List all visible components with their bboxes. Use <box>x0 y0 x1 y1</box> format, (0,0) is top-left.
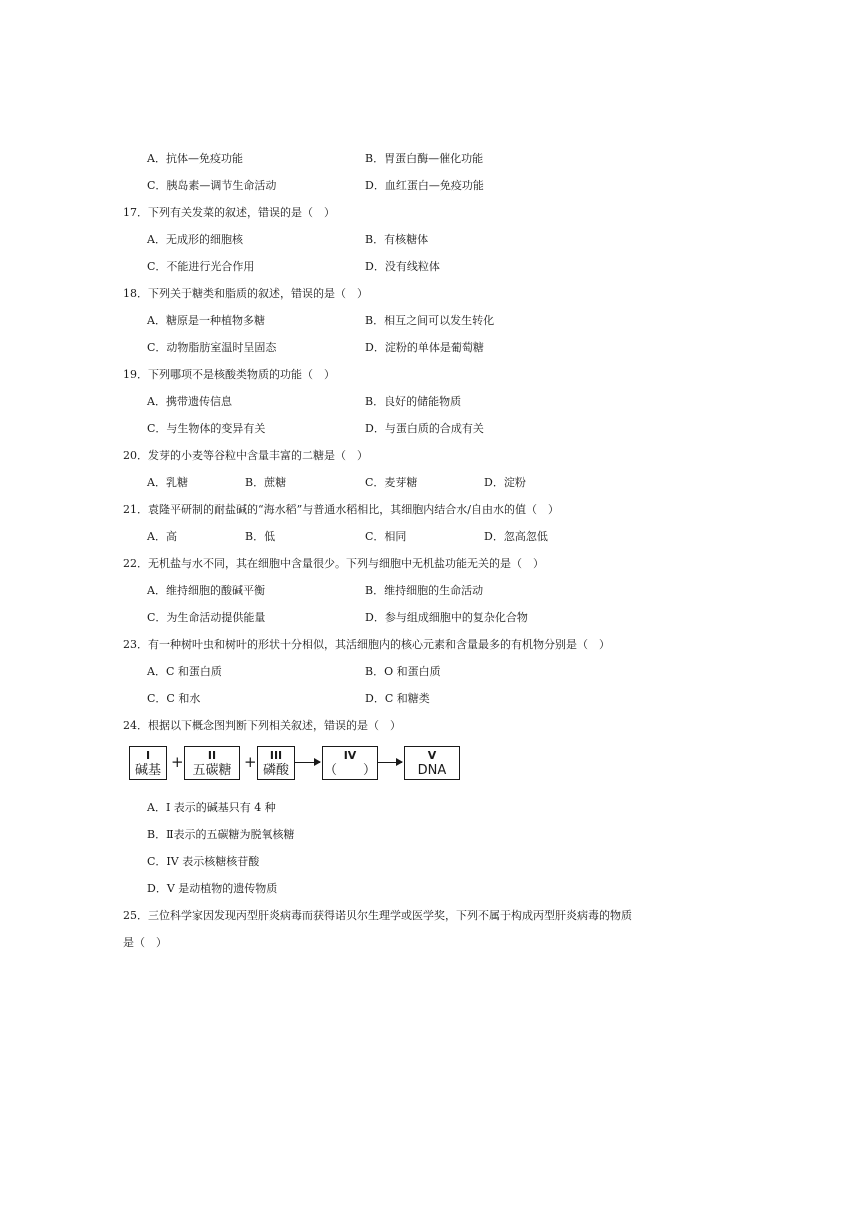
q18-stem: 18．下列关于糖类和脂质的叙述，错误的是（ ） <box>123 287 368 300</box>
q18-option-c: C．动物脂肪室温时呈固态 <box>147 341 277 354</box>
box-numeral: I <box>145 749 151 762</box>
q19-option-d: D．与蛋白质的合成有关 <box>365 422 484 435</box>
q20-stem: 20．发芽的小麦等谷粒中含量丰富的二糖是（ ） <box>123 449 368 462</box>
q25-stem: 25．三位科学家因发现丙型肝炎病毒而获得诺贝尔生理学或医学奖，下列不属于构成丙型肝炎病毒的物质 <box>123 909 632 922</box>
q22-option-b: B．维持细胞的生命活动 <box>365 584 484 597</box>
arrow-right-icon <box>378 762 402 763</box>
q20-option-a: A．乳糖 <box>147 476 188 489</box>
diagram-box-dna <box>404 746 460 780</box>
q19-option-a: A．携带遗传信息 <box>147 395 232 408</box>
concept-diagram <box>129 746 469 784</box>
q18-option-b: B．相互之间可以发生转化 <box>365 314 495 327</box>
diagram-box-base <box>129 746 167 780</box>
box-label: 碱基 <box>134 763 161 778</box>
q16-option-d: D．血红蛋白—免疫功能 <box>365 179 484 192</box>
diagram-box-phosphate <box>257 746 295 780</box>
box-numeral: II <box>207 749 217 762</box>
arrow-right-icon <box>295 762 320 763</box>
q16-option-a: A．抗体—免疫功能 <box>147 152 243 165</box>
q23-option-b: B．O 和蛋白质 <box>365 665 441 678</box>
q20-option-b: B．蔗糖 <box>245 476 287 489</box>
q22-option-a: A．维持细胞的酸碱平衡 <box>147 584 265 597</box>
q17-option-a: A．无成形的细胞核 <box>147 233 243 246</box>
q24-option-a: A．I 表示的碱基只有 4 种 <box>147 801 276 814</box>
q23-stem: 23．有一种树叶虫和树叶的形状十分相似，其活细胞内的核心元素和含量最多的有机物分别是（ ） <box>123 638 610 651</box>
q16-option-c: C．胰岛素—调节生命活动 <box>147 179 277 192</box>
q17-stem: 17．下列有关发菜的叙述，错误的是（ ） <box>123 206 335 219</box>
box-label: 磷酸 <box>262 763 289 778</box>
q23-option-a: A．C 和蛋白质 <box>147 665 222 678</box>
q16-option-b: B．胃蛋白酶—催化功能 <box>365 152 484 165</box>
diagram-box-pentose <box>184 746 240 780</box>
q18-option-a: A．糖原是一种植物多糖 <box>147 314 265 327</box>
q17-option-b: B．有核糖体 <box>365 233 429 246</box>
q23-option-c: C．C 和水 <box>147 692 201 705</box>
box-label: （ ） <box>323 763 376 778</box>
q21-stem: 21．袁隆平研制的耐盐碱的“海水稻”与普通水稻相比，其细胞内结合水/自由水的值（ ） <box>123 503 559 516</box>
box-label: 五碳糖 <box>192 763 232 778</box>
box-numeral: V <box>427 749 437 762</box>
q24-option-b: B．Ⅱ表示的五碳糖为脱氧核糖 <box>147 828 295 841</box>
q20-option-c: C．麦芽糖 <box>365 476 418 489</box>
q24-option-c: C．IV 表示核糖核苷酸 <box>147 855 260 868</box>
plus-sign: + <box>171 753 184 771</box>
q19-stem: 19．下列哪项不是核酸类物质的功能（ ） <box>123 368 335 381</box>
q21-option-b: B．低 <box>245 530 276 543</box>
q22-stem: 22．无机盐与水不同，其在细胞中含量很少。下列与细胞中无机盐功能无关的是（ ） <box>123 557 544 570</box>
q21-option-a: A．高 <box>147 530 177 543</box>
q20-option-d: D．淀粉 <box>484 476 526 489</box>
q24-option-d: D．V 是动植物的遗传物质 <box>147 882 278 895</box>
plus-sign: + <box>244 753 257 771</box>
q24-stem: 24．根据以下概念图判断下列相关叙述，错误的是（ ） <box>123 719 401 732</box>
box-numeral: IV <box>343 749 357 762</box>
q17-option-d: D．没有线粒体 <box>365 260 440 273</box>
q21-option-c: C．相同 <box>365 530 407 543</box>
q18-option-d: D．淀粉的单体是葡萄糖 <box>365 341 484 354</box>
q22-option-d: D．参与组成细胞中的复杂化合物 <box>365 611 528 624</box>
diagram-box-nucleotide <box>322 746 378 780</box>
box-label: DNA <box>417 763 447 778</box>
q25-stem-continued: 是（ ） <box>123 936 167 949</box>
q21-option-d: D．忽高忽低 <box>484 530 548 543</box>
q23-option-d: D．C 和糖类 <box>365 692 430 705</box>
q19-option-b: B．良好的储能物质 <box>365 395 462 408</box>
q22-option-c: C．为生命活动提供能量 <box>147 611 266 624</box>
box-numeral: III <box>269 749 283 762</box>
q19-option-c: C．与生物体的变异有关 <box>147 422 266 435</box>
q17-option-c: C．不能进行光合作用 <box>147 260 255 273</box>
